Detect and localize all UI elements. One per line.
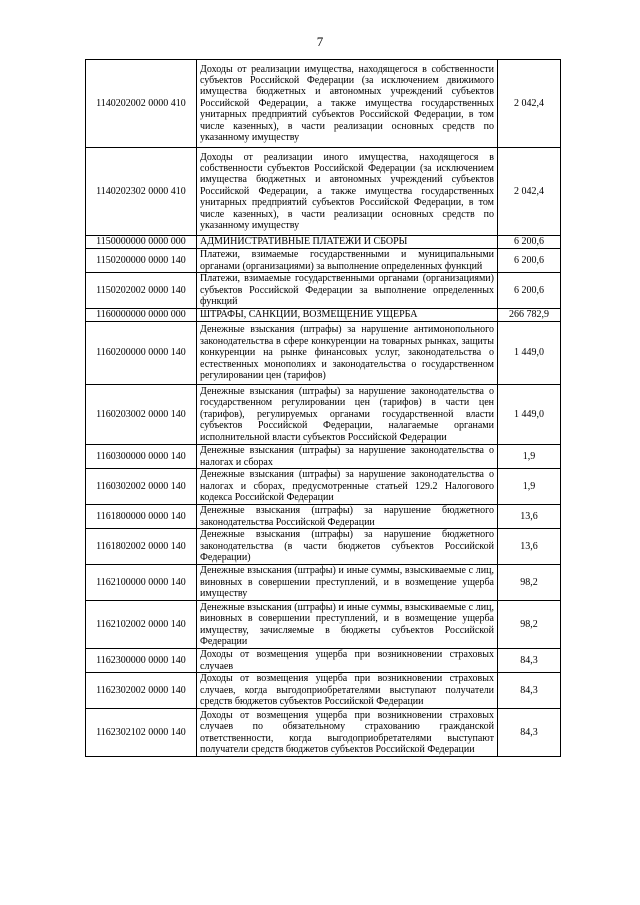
classification-code: 1162102002 0000 140: [86, 601, 197, 649]
amount: 1 449,0: [498, 322, 561, 385]
table-row: [86, 709, 561, 757]
revenue-name: Денежные взыскания (штрафы) за нарушение законодательства о налогах и сборах: [197, 445, 498, 469]
revenue-name: Денежные взыскания (штрафы) за нарушение антимонопольного законодательства в сфере конкуренции на товарных рынках, защиты конкуренции на рынке финансовых услуг, законодательства о естественных монополиях и законодательства о государственном регулировании цен (тарифов): [197, 322, 498, 385]
revenue-name: Доходы от возмещения ущерба при возникновении страховых случаев по обязательному страхованию гражданской ответственности, когда выгодоприобретателями выступают получатели средств бюджетов субъектов Российской Федерации: [197, 709, 498, 757]
revenue-name: Доходы от реализации иного имущества, находящегося в собственности субъектов Российской Федерации (за исключением имущества бюджетных и автономных учреждений субъектов Российской Федерации, а также имущества государственных унитарных предприятий субъектов Российской Федерации, в том числе казенных), в части реализации основных средств по указанному имуществу: [197, 148, 498, 236]
table-row: [86, 529, 561, 565]
amount: 2 042,4: [498, 60, 561, 148]
revenue-name: Доходы от реализации имущества, находящегося в собственности субъектов Российской Федерации (за исключением движимого имущества бюджетных и автономных учреждений субъектов Российской Федерации, а также имущества государственных унитарных предприятий субъектов Российской Федерации, в том числе казенных), в части реализации основных средств по указанному имуществу: [197, 60, 498, 148]
table-row: [86, 445, 561, 469]
table-row: [86, 236, 561, 249]
classification-code: 1140202002 0000 410: [86, 60, 197, 148]
table-row: [86, 148, 561, 236]
amount: 2 042,4: [498, 148, 561, 236]
table-row: [86, 385, 561, 445]
amount: 1,9: [498, 469, 561, 505]
amount: 13,6: [498, 529, 561, 565]
classification-code: 1150000000 0000 000: [86, 236, 197, 249]
table-row: [86, 60, 561, 148]
revenue-name: Денежные взыскания (штрафы) и иные суммы, взыскиваемые с лиц, виновных в совершении преступлений, и в возмещение ущерба имуществу: [197, 565, 498, 601]
amount: 98,2: [498, 565, 561, 601]
revenue-name: Денежные взыскания (штрафы) за нарушение бюджетного законодательства (в части бюджетов субъектов Российской Федерации): [197, 529, 498, 565]
revenue-name: Денежные взыскания (штрафы) за нарушение бюджетного законодательства Российской Федерации: [197, 505, 498, 529]
amount: 1,9: [498, 445, 561, 469]
classification-code: 1150200000 0000 140: [86, 249, 197, 273]
revenue-name: Денежные взыскания (штрафы) за нарушение законодательства о государственном регулировании цен (тарифов) в части цен (тарифов), регулируемых органами государственной власти субъектов Российской Федерации, налагаемые органами исполнительной власти субъектов Российской Федерации: [197, 385, 498, 445]
classification-code: 1162100000 0000 140: [86, 565, 197, 601]
classification-code: 1140202302 0000 410: [86, 148, 197, 236]
revenue-name: Доходы от возмещения ущерба при возникновении страховых случаев: [197, 649, 498, 673]
amount: 6 200,6: [498, 249, 561, 273]
table-row: [86, 249, 561, 273]
table-row: [86, 601, 561, 649]
classification-code: 1162300000 0000 140: [86, 649, 197, 673]
classification-code: 1162302102 0000 140: [86, 709, 197, 757]
classification-code: 1160300000 0000 140: [86, 445, 197, 469]
classification-code: 1160000000 0000 000: [86, 309, 197, 322]
classification-code: 1161800000 0000 140: [86, 505, 197, 529]
table-row: [86, 673, 561, 709]
amount: 84,3: [498, 673, 561, 709]
page-number: 7: [316, 34, 324, 49]
table-row: [86, 273, 561, 309]
amount: 13,6: [498, 505, 561, 529]
table-row: [86, 505, 561, 529]
revenue-name: Денежные взыскания (штрафы) и иные суммы, взыскиваемые с лиц, виновных в совершении преступлений, и в возмещение ущерба имуществу, зачисляемые в бюджеты субъектов Российской Федерации: [197, 601, 498, 649]
table-row: [86, 649, 561, 673]
classification-code: 1160302002 0000 140: [86, 469, 197, 505]
table-row: [86, 309, 561, 322]
amount: 6 200,6: [498, 273, 561, 309]
classification-code: 1162302002 0000 140: [86, 673, 197, 709]
budget-revenue-table: [85, 59, 561, 757]
amount: 84,3: [498, 649, 561, 673]
classification-code: 1160200000 0000 140: [86, 322, 197, 385]
table-row: [86, 322, 561, 385]
classification-code: 1160203002 0000 140: [86, 385, 197, 445]
revenue-name: ШТРАФЫ, САНКЦИИ, ВОЗМЕЩЕНИЕ УЩЕРБА: [197, 309, 498, 322]
revenue-name: Доходы от возмещения ущерба при возникновении страховых случаев, когда выгодоприобретателями выступают получатели средств бюджетов субъектов Российской Федерации: [197, 673, 498, 709]
amount: 98,2: [498, 601, 561, 649]
classification-code: 1150202002 0000 140: [86, 273, 197, 309]
amount: 266 782,9: [498, 309, 561, 322]
revenue-name: Денежные взыскания (штрафы) за нарушение законодательства о налогах и сборах, предусмотренные статьей 129.2 Налогового кодекса Российской Федерации: [197, 469, 498, 505]
revenue-name: Платежи, взимаемые государственными органами (организациями) субъектов Российской Федерации за выполнение определенных функций: [197, 273, 498, 309]
table-row: [86, 469, 561, 505]
revenue-name: Платежи, взимаемые государственными и муниципальными органами (организациями) за выполнение определенных функций: [197, 249, 498, 273]
amount: 6 200,6: [498, 236, 561, 249]
revenue-name: АДМИНИСТРАТИВНЫЕ ПЛАТЕЖИ И СБОРЫ: [197, 236, 498, 249]
classification-code: 1161802002 0000 140: [86, 529, 197, 565]
table-row: [86, 565, 561, 601]
amount: 84,3: [498, 709, 561, 757]
amount: 1 449,0: [498, 385, 561, 445]
